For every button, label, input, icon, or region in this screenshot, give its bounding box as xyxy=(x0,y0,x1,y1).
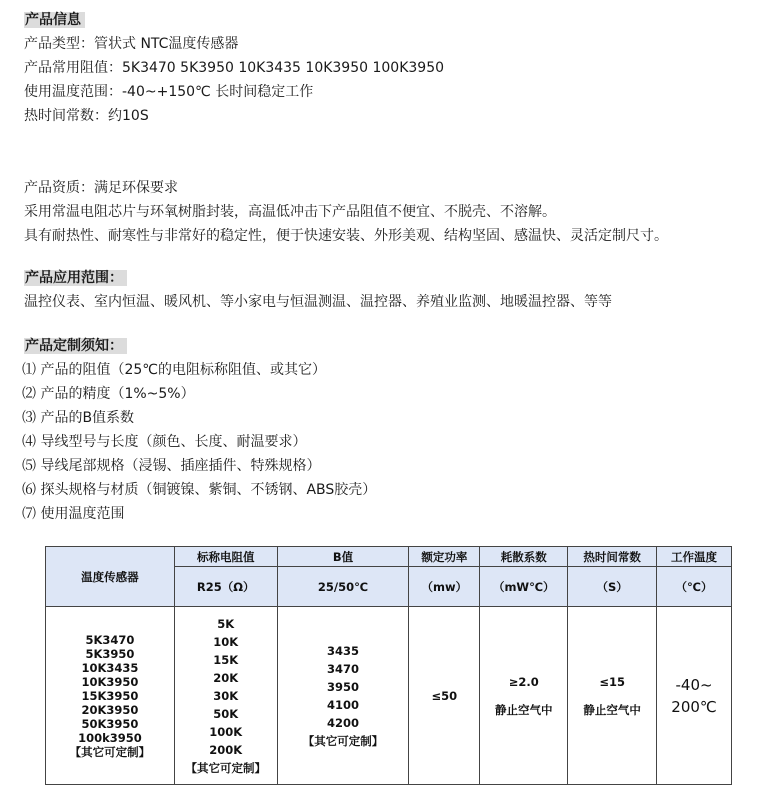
header-temperature: 工作温度 xyxy=(657,547,732,567)
table-header-row xyxy=(46,547,732,567)
header-time-constant: 热时间常数 xyxy=(568,547,657,567)
quality-line-qualification: 产品资质：满足环保要求 xyxy=(24,180,178,196)
custom-item: ⑸ 导线尾部规格（浸锡、插座插件、特殊规格） xyxy=(22,458,321,474)
cell-dissipation xyxy=(480,607,568,785)
info-line-time-constant: 热时间常数：约10S xyxy=(24,108,149,124)
header-b-value: B值 xyxy=(277,547,409,567)
cell-time-constant xyxy=(568,607,657,785)
table-row xyxy=(46,607,732,785)
resistance-value: 200K xyxy=(209,742,243,757)
sensor-model: 20K3950 xyxy=(81,702,139,717)
custom-item: ⑹ 探头规格与材质（铜镀镍、紫铜、不锈钢、ABS胶壳） xyxy=(22,482,377,498)
custom-item: ⑷ 导线型号与长度（颜色、长度、耐温要求） xyxy=(22,434,307,450)
b-value: 4100 xyxy=(326,697,359,712)
quality-line-stability: 具有耐热性、耐寒性与非常好的稳定性，便于快速安装、外形美观、结构坚固、感温快、灵活定制尺寸。 xyxy=(24,228,668,244)
temperature-max: 200℃ xyxy=(671,697,717,716)
b-value-custom-note: 【其它可定制】 xyxy=(302,733,384,748)
sensor-model: 50K3950 xyxy=(81,716,139,731)
dissipation-value: ≥2.0 xyxy=(508,674,539,689)
spec-table xyxy=(45,546,732,785)
time-constant-condition: 静止空气中 xyxy=(583,702,641,717)
custom-heading xyxy=(24,336,127,356)
custom-item: ⑶ 产品的B值系数 xyxy=(22,410,135,426)
sensor-model: 10K3950 xyxy=(81,674,139,689)
info-line-resistance: 产品常用阻值：5K3470 5K3950 10K3435 10K3950 100K3950 xyxy=(24,60,445,76)
time-constant-value: ≤15 xyxy=(599,674,625,689)
b-value: 3435 xyxy=(326,643,359,658)
resistance-value: 30K xyxy=(213,688,239,703)
sensor-model: 10K3435 xyxy=(81,660,139,675)
resistance-value: 50K xyxy=(213,706,239,721)
header-resistance: 标称电阻值 xyxy=(174,547,277,567)
subheader-power: （mw） xyxy=(409,567,480,607)
info-heading-text: 产品信息 xyxy=(24,12,85,28)
resistance-value: 10K xyxy=(213,634,239,649)
custom-item: ⑵ 产品的精度（1%~5%） xyxy=(22,386,195,402)
sensor-model: 5K3470 xyxy=(85,632,135,647)
info-heading xyxy=(24,10,85,30)
temperature-min: -40~ xyxy=(675,675,713,694)
header-dissipation: 耗散系数 xyxy=(480,547,568,567)
sensor-model: 100k3950 xyxy=(78,730,142,745)
cell-b-values xyxy=(277,607,409,785)
application-heading-text: 产品应用范围： xyxy=(24,270,127,286)
cell-power: ≤50 xyxy=(409,607,480,785)
resistance-value: 5K xyxy=(217,616,235,631)
application-heading xyxy=(24,268,127,288)
cell-resistances xyxy=(174,607,277,785)
quality-line-encapsulation: 采用常温电阻芯片与环氧树脂封装，高温低冲击下产品阻值不便宜、不脱壳、不溶解。 xyxy=(24,204,556,220)
cell-sensors xyxy=(46,607,175,785)
header-sensor: 温度传感器 xyxy=(46,547,175,607)
subheader-time-constant: （S） xyxy=(568,567,657,607)
resistance-value: 15K xyxy=(213,652,239,667)
info-line-type: 产品类型：管状式 NTC温度传感器 xyxy=(24,36,239,52)
resistance-custom-note: 【其它可定制】 xyxy=(185,760,266,775)
subheader-b-value: 25/50℃ xyxy=(277,567,409,607)
application-text: 温控仪表、室内恒温、暖风机、等小家电与恒温测温、温控器、养殖业监测、地暖温控器、等等 xyxy=(24,294,612,310)
subheader-resistance: R25（Ω） xyxy=(174,567,277,607)
sensor-model: 5K3950 xyxy=(85,646,135,661)
header-power: 额定功率 xyxy=(409,547,480,567)
resistance-value: 100K xyxy=(209,724,243,739)
custom-item: ⑴ 产品的阻值（25℃的电阻标称阻值、或其它） xyxy=(22,362,326,378)
sensor-model: 15K3950 xyxy=(81,688,139,703)
b-value: 3950 xyxy=(326,679,359,694)
subheader-dissipation: （mW℃） xyxy=(480,567,568,607)
b-value: 3470 xyxy=(326,661,359,676)
b-value: 4200 xyxy=(326,715,359,730)
resistance-value: 20K xyxy=(213,670,239,685)
sensor-custom-note: 【其它可定制】 xyxy=(69,744,151,759)
dissipation-condition: 静止空气中 xyxy=(495,702,553,717)
subheader-temperature: （℃） xyxy=(657,567,732,607)
cell-temperature xyxy=(657,607,732,785)
info-line-temperature: 使用温度范围：-40~+150℃ 长时间稳定工作 xyxy=(24,84,314,100)
custom-heading-text: 产品定制须知： xyxy=(24,338,127,354)
custom-item: ⑺ 使用温度范围 xyxy=(22,506,125,522)
